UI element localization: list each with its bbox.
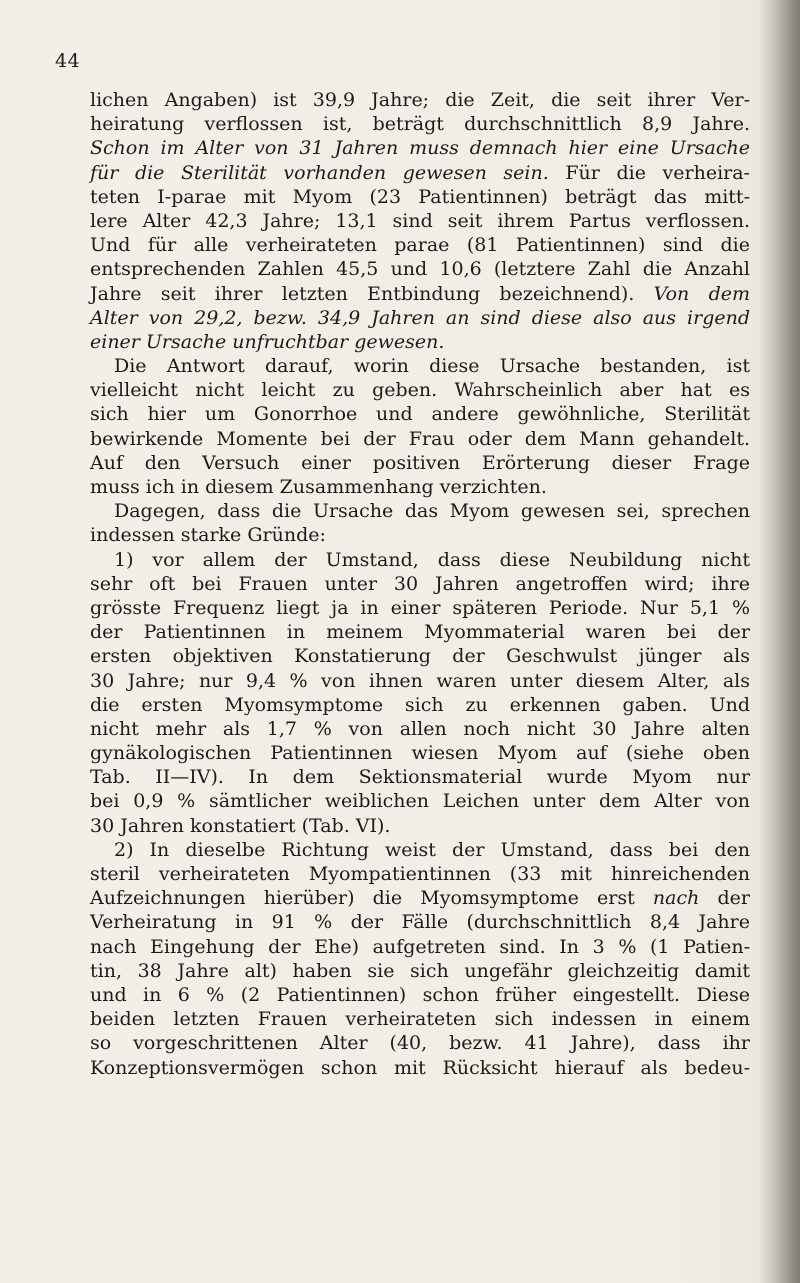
- text-line: beiden letzten Frauen verheirateten sich indessen in einem: [90, 1008, 750, 1031]
- text-line: bei 0,9 % sämtlicher weiblichen Leichen unter dem Alter von: [90, 790, 750, 813]
- text-line: 30 Jahre; nur 9,4 % von ihnen waren unter diesem Alter, als: [90, 669, 750, 692]
- body-text: [90, 88, 750, 1080]
- text-line: muss ich in diesem Zusammenhang verzichten.: [90, 476, 547, 498]
- text-line: ersten objektiven Konstatierung der Geschwulst jünger als: [90, 645, 750, 668]
- text-line: nicht mehr als 1,7 % von allen noch nicht 30 Jahre alten: [90, 717, 750, 740]
- text-line: so vorgeschrittenen Alter (40, bezw. 41 Jahre), dass ihr: [90, 1032, 750, 1055]
- text-line: lichen Angaben) ist 39,9 Jahre; die Zeit, die seit ihrer Ver-: [90, 89, 750, 111]
- text-span: der: [699, 887, 750, 910]
- text-span: Jahre seit ihrer letzten Entbindung bezeichnend).: [90, 282, 654, 305]
- text-line: Auf den Versuch einer positiven Erörterung dieser Frage: [90, 451, 750, 474]
- text-line: Schon im Alter von 31 Jahren muss demnach hier eine Ursache: [90, 137, 750, 160]
- text-line: die ersten Myomsymptome sich zu erkennen gaben. Und: [90, 693, 750, 716]
- text-line: indessen starke Gründe:: [90, 524, 326, 547]
- text-line: [90, 161, 750, 185]
- text-line: nach Eingehung der Ehe) aufgetreten sind. In 3 % (1 Patien-: [90, 935, 750, 958]
- text-line: vielleicht nicht leicht zu geben. Wahrscheinlich aber hat es: [90, 379, 750, 402]
- text-line: Alter von 29,2, bezw. 34,9 Jahren an sind diese also aus irgend: [90, 306, 750, 329]
- text-line: teten I-parae mit Myom (23 Patientinnen) beträgt das mitt-: [90, 185, 750, 208]
- text-span: Aufzeichnungen hierüber) die Myomsymptome erst: [90, 887, 653, 910]
- text-line: sich hier um Gonorrhoe und andere gewöhnliche, Sterilität: [90, 403, 750, 426]
- text-line: 2) In dieselbe Richtung weist der Umstand, dass bei den: [114, 838, 750, 861]
- text-line: grösste Frequenz liegt ja in einer späteren Periode. Nur 5,1 %: [90, 596, 750, 619]
- italic-span: Von dem: [653, 282, 750, 305]
- text-line: Konzeptionsvermögen schon mit Rücksicht hierauf als bedeu-: [90, 1056, 750, 1079]
- text-line: 1) vor allem der Umstand, dass diese Neubildung nicht: [114, 548, 750, 571]
- text-line: gynäkologischen Patientinnen wiesen Myom auf (siehe oben: [90, 742, 750, 765]
- page-binding-shadow: [758, 0, 800, 1283]
- text-line: der Patientinnen in meinem Myommaterial waren bei der: [90, 621, 750, 644]
- text-line: [90, 886, 750, 910]
- text-line: sehr oft bei Frauen unter 30 Jahren angetroffen wird; ihre: [90, 572, 750, 595]
- text-line: 30 Jahren konstatiert (Tab. VI).: [90, 814, 391, 837]
- text-line: [90, 282, 750, 306]
- text-line: heiratung verflossen ist, beträgt durchschnittlich 8,9 Jahre.: [90, 113, 750, 136]
- text-line: Verheiratung in 91 % der Fälle (durchschnittlich 8,4 Jahre: [90, 911, 750, 934]
- text-line: bewirkende Momente bei der Frau oder dem Mann gehandelt.: [90, 427, 750, 450]
- text-line: tin, 38 Jahre alt) haben sie sich ungefähr gleichzeitig damit: [90, 959, 750, 982]
- italic-span: nach: [652, 887, 700, 910]
- text-line: und in 6 % (2 Patientinnen) schon früher eingestellt. Diese: [90, 983, 750, 1006]
- italic-span: für die Sterilität vorhanden gewesen sein.: [90, 161, 549, 184]
- text-line: einer Ursache unfruchtbar gewesen.: [90, 330, 445, 353]
- text-span: Für die verheira-: [548, 161, 750, 184]
- text-line: lere Alter 42,3 Jahre; 13,1 sind seit ihrem Partus verflossen.: [90, 209, 750, 232]
- text-line: Und für alle verheirateten parae (81 Patientinnen) sind die: [90, 234, 750, 257]
- text-line: steril verheirateten Myompatientinnen (33 mit hinreichenden: [90, 863, 750, 885]
- text-line: entsprechenden Zahlen 45,5 und 10,6 (letztere Zahl die Anzahl: [90, 258, 750, 281]
- text-line: Die Antwort darauf, worin diese Ursache bestanden, ist: [114, 355, 750, 378]
- text-line: Tab. II—IV). In dem Sektionsmaterial wurde Myom nur: [90, 766, 750, 789]
- page-number: 44: [55, 50, 81, 72]
- text-line: Dagegen, dass die Ursache das Myom gewesen sei, sprechen: [114, 500, 750, 523]
